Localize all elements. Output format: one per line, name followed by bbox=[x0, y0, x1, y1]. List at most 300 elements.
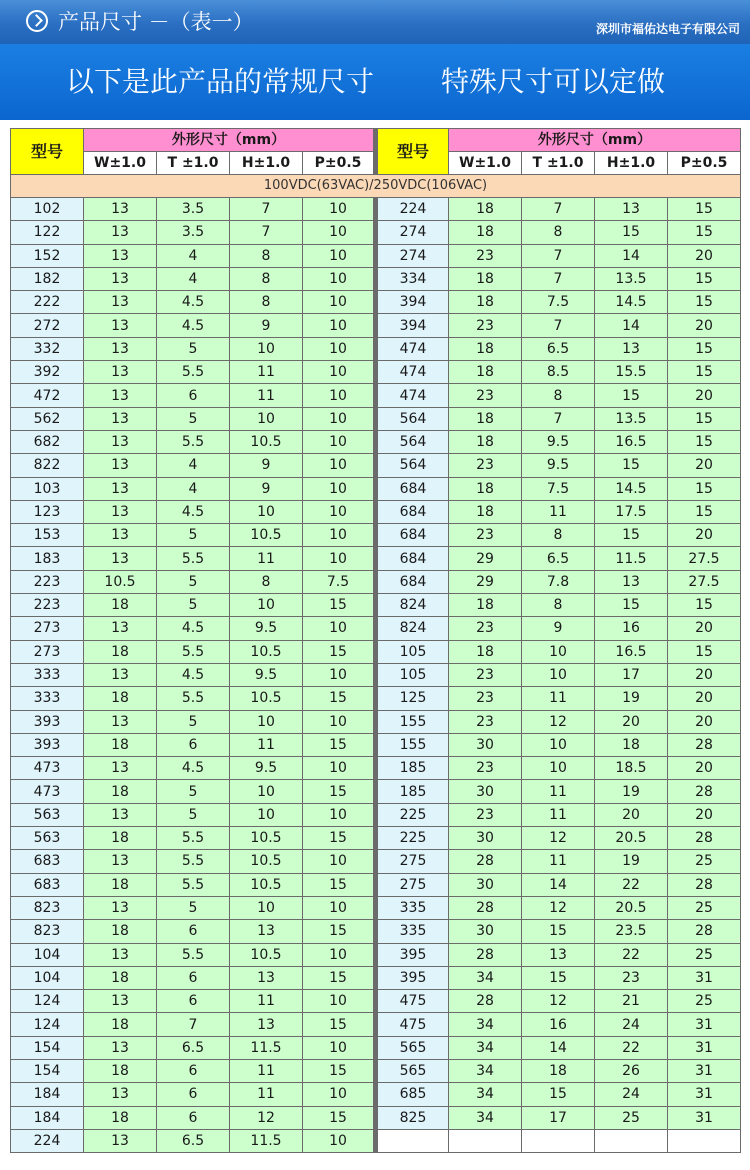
dimension-cell: 6.5 bbox=[157, 1129, 230, 1152]
table-row bbox=[11, 337, 741, 360]
dimension-cell: 10 bbox=[303, 757, 376, 780]
dimension-cell: 15 bbox=[303, 920, 376, 943]
dimension-cell: 13 bbox=[84, 710, 157, 733]
dimension-cell: 23 bbox=[449, 687, 522, 710]
table-row bbox=[11, 1059, 741, 1082]
dimension-cell: 30 bbox=[449, 780, 522, 803]
dimension-cell: 11 bbox=[522, 850, 595, 873]
dimension-cell: 5.5 bbox=[157, 361, 230, 384]
dimension-cell: 8 bbox=[230, 267, 303, 290]
dimension-cell: 10 bbox=[303, 547, 376, 570]
dimension-cell bbox=[449, 1129, 522, 1152]
dimension-cell: 15 bbox=[303, 1106, 376, 1129]
dimension-cell: 11 bbox=[230, 384, 303, 407]
dimension-cell: 4 bbox=[157, 477, 230, 500]
dimension-cell: 15 bbox=[668, 594, 741, 617]
model-cell: 823 bbox=[11, 920, 84, 943]
dimension-cell: 7 bbox=[522, 244, 595, 267]
dimension-cell: 13.5 bbox=[595, 407, 668, 430]
table-row bbox=[11, 407, 741, 430]
model-cell: 473 bbox=[11, 780, 84, 803]
dimension-cell: 10 bbox=[303, 337, 376, 360]
dimension-cell: 27.5 bbox=[668, 547, 741, 570]
dimension-cell: 20 bbox=[668, 757, 741, 780]
dimension-cell: 10 bbox=[230, 780, 303, 803]
dimension-cell: 10 bbox=[303, 454, 376, 477]
dimension-cell: 13 bbox=[84, 757, 157, 780]
dimension-cell: 11 bbox=[522, 780, 595, 803]
voltage-rating-row: 100VDC(63VAC)/250VDC(106VAC) bbox=[11, 175, 741, 198]
dimension-cell: 7.5 bbox=[522, 477, 595, 500]
model-cell: 123 bbox=[11, 500, 84, 523]
dimension-cell: 9.5 bbox=[522, 454, 595, 477]
model-cell: 125 bbox=[376, 687, 449, 710]
table-row bbox=[11, 990, 741, 1013]
dimension-cell: 15 bbox=[668, 640, 741, 663]
dimension-cell: 4.5 bbox=[157, 663, 230, 686]
dimension-cell: 5.5 bbox=[157, 430, 230, 453]
model-cell: 275 bbox=[376, 850, 449, 873]
dimension-cell: 13 bbox=[84, 291, 157, 314]
model-cell: 825 bbox=[376, 1106, 449, 1129]
model-cell: 332 bbox=[11, 337, 84, 360]
table-row bbox=[11, 500, 741, 523]
model-cell: 394 bbox=[376, 291, 449, 314]
dimension-cell: 24 bbox=[595, 1083, 668, 1106]
dimension-cell: 10 bbox=[303, 524, 376, 547]
model-cell: 274 bbox=[376, 244, 449, 267]
dimension-cell: 23 bbox=[449, 524, 522, 547]
dimension-cell: 5 bbox=[157, 407, 230, 430]
dimension-cell: 18 bbox=[449, 430, 522, 453]
column-header-p: P±0.5 bbox=[303, 152, 376, 175]
model-cell: 183 bbox=[11, 547, 84, 570]
dimension-cell: 18 bbox=[449, 477, 522, 500]
dimension-cell: 34 bbox=[449, 1059, 522, 1082]
dimension-cell: 12 bbox=[230, 1106, 303, 1129]
model-cell: 223 bbox=[11, 594, 84, 617]
dimension-cell: 23 bbox=[449, 384, 522, 407]
dimension-cell: 18 bbox=[449, 291, 522, 314]
dimension-cell: 19 bbox=[595, 780, 668, 803]
model-cell: 395 bbox=[376, 943, 449, 966]
dimension-cell: 13 bbox=[522, 943, 595, 966]
dimension-cell: 6 bbox=[157, 384, 230, 407]
column-header-t: T ±1.0 bbox=[157, 152, 230, 175]
dimension-cell: 8 bbox=[230, 244, 303, 267]
dimension-cell: 22 bbox=[595, 943, 668, 966]
dimension-cell: 11.5 bbox=[230, 1129, 303, 1152]
dimension-cell: 15 bbox=[668, 407, 741, 430]
model-cell: 684 bbox=[376, 500, 449, 523]
dimension-cell: 8 bbox=[522, 524, 595, 547]
dimension-cell: 13 bbox=[84, 850, 157, 873]
dimension-cell: 23.5 bbox=[595, 920, 668, 943]
dimension-cell: 10 bbox=[303, 430, 376, 453]
dimension-cell: 21 bbox=[595, 990, 668, 1013]
model-cell: 222 bbox=[11, 291, 84, 314]
dimension-cell: 13 bbox=[230, 1013, 303, 1036]
dimension-cell: 15 bbox=[303, 594, 376, 617]
dimension-cell: 13 bbox=[230, 920, 303, 943]
dimension-cell: 13 bbox=[84, 454, 157, 477]
dimension-cell: 18 bbox=[84, 873, 157, 896]
model-cell: 823 bbox=[11, 896, 84, 919]
dimension-cell: 15 bbox=[303, 1013, 376, 1036]
dimension-cell: 13 bbox=[595, 570, 668, 593]
dimension-cell: 20 bbox=[668, 524, 741, 547]
dimension-cell: 31 bbox=[668, 966, 741, 989]
dimension-cell: 28 bbox=[668, 920, 741, 943]
dimension-cell: 13 bbox=[595, 337, 668, 360]
dimension-cell: 13 bbox=[84, 617, 157, 640]
model-cell: 395 bbox=[376, 966, 449, 989]
dimension-cell: 5.5 bbox=[157, 827, 230, 850]
dimension-cell: 10 bbox=[303, 896, 376, 919]
model-cell: 124 bbox=[11, 1013, 84, 1036]
model-cell: 273 bbox=[11, 617, 84, 640]
model-cell: 822 bbox=[11, 454, 84, 477]
table-row bbox=[11, 198, 741, 221]
dimension-cell: 10 bbox=[303, 384, 376, 407]
dimension-cell: 23 bbox=[449, 617, 522, 640]
dimension-cell: 13 bbox=[595, 198, 668, 221]
model-cell: 475 bbox=[376, 1013, 449, 1036]
dimension-cell: 16 bbox=[522, 1013, 595, 1036]
dimension-cell: 9.5 bbox=[230, 663, 303, 686]
dimension-cell: 31 bbox=[668, 1036, 741, 1059]
model-cell: 563 bbox=[11, 827, 84, 850]
dimension-cell: 10 bbox=[303, 500, 376, 523]
dimension-cell: 10 bbox=[303, 1129, 376, 1152]
table-row bbox=[11, 1129, 741, 1152]
dimension-cell: 4 bbox=[157, 267, 230, 290]
dimension-cell: 5 bbox=[157, 524, 230, 547]
dimension-cell: 13.5 bbox=[595, 267, 668, 290]
dimension-cell: 25 bbox=[668, 990, 741, 1013]
dimension-cell: 5 bbox=[157, 896, 230, 919]
dimension-cell: 29 bbox=[449, 570, 522, 593]
dimension-cell: 34 bbox=[449, 1106, 522, 1129]
dimension-cell: 10 bbox=[303, 1036, 376, 1059]
dimension-cell: 23 bbox=[449, 710, 522, 733]
dimension-cell: 5 bbox=[157, 780, 230, 803]
dimension-cell: 3.5 bbox=[157, 198, 230, 221]
dimension-cell: 28 bbox=[449, 850, 522, 873]
model-cell: 154 bbox=[11, 1059, 84, 1082]
table-row bbox=[11, 780, 741, 803]
model-cell: 185 bbox=[376, 757, 449, 780]
dimension-cell: 11 bbox=[522, 803, 595, 826]
dimension-cell: 5.5 bbox=[157, 850, 230, 873]
dimension-cell: 15 bbox=[303, 1059, 376, 1082]
dimension-cell: 14 bbox=[522, 873, 595, 896]
dimension-cell: 10 bbox=[303, 291, 376, 314]
table-row bbox=[11, 617, 741, 640]
model-cell: 393 bbox=[11, 733, 84, 756]
model-cell: 155 bbox=[376, 710, 449, 733]
dimension-cell: 15 bbox=[668, 221, 741, 244]
dimension-cell: 13 bbox=[84, 407, 157, 430]
model-cell: 274 bbox=[376, 221, 449, 244]
model-cell: 185 bbox=[376, 780, 449, 803]
dimension-cell: 11.5 bbox=[595, 547, 668, 570]
dimension-cell: 18 bbox=[84, 827, 157, 850]
table-row bbox=[11, 827, 741, 850]
dimension-cell: 18 bbox=[449, 198, 522, 221]
dimension-cell: 34 bbox=[449, 1083, 522, 1106]
dimension-cell: 20 bbox=[668, 663, 741, 686]
dimension-cell: 6.5 bbox=[522, 547, 595, 570]
model-cell: 334 bbox=[376, 267, 449, 290]
page-title: 产品尺寸 －（表一） bbox=[58, 10, 254, 34]
banner-right-text: 特殊尺寸可以定做 bbox=[441, 65, 666, 98]
dimension-cell: 10 bbox=[303, 314, 376, 337]
dimension-cell: 20 bbox=[668, 314, 741, 337]
dimension-cell: 9 bbox=[522, 617, 595, 640]
dimension-cell: 15 bbox=[668, 291, 741, 314]
model-cell: 153 bbox=[11, 524, 84, 547]
model-cell: 124 bbox=[11, 990, 84, 1013]
dimension-cell: 28 bbox=[668, 780, 741, 803]
model-cell: 104 bbox=[11, 943, 84, 966]
table-row bbox=[11, 570, 741, 593]
dimension-cell: 15 bbox=[303, 780, 376, 803]
table-row bbox=[11, 803, 741, 826]
dimension-cell: 5 bbox=[157, 570, 230, 593]
model-cell: 155 bbox=[376, 733, 449, 756]
dimension-cell: 16 bbox=[595, 617, 668, 640]
dimension-cell: 30 bbox=[449, 873, 522, 896]
dimension-cell: 20 bbox=[668, 803, 741, 826]
dimension-cell: 7 bbox=[522, 407, 595, 430]
table-row bbox=[11, 873, 741, 896]
dimension-cell: 13 bbox=[84, 430, 157, 453]
dimension-cell: 18.5 bbox=[595, 757, 668, 780]
dimension-cell: 8 bbox=[522, 594, 595, 617]
table-row bbox=[11, 454, 741, 477]
dimension-cell: 10 bbox=[230, 407, 303, 430]
dimension-cell: 17 bbox=[522, 1106, 595, 1129]
dimension-cell: 18 bbox=[449, 640, 522, 663]
dimension-cell: 15 bbox=[303, 827, 376, 850]
dimension-cell: 6 bbox=[157, 966, 230, 989]
table-row bbox=[11, 244, 741, 267]
dimension-cell: 15.5 bbox=[595, 361, 668, 384]
dimension-cell: 20 bbox=[668, 384, 741, 407]
dimension-group-header: 外形尺寸（mm） bbox=[449, 129, 741, 152]
dimension-cell: 18 bbox=[449, 221, 522, 244]
dimension-cell: 10 bbox=[303, 710, 376, 733]
model-cell: 335 bbox=[376, 896, 449, 919]
model-cell: 105 bbox=[376, 663, 449, 686]
dimension-cell: 5 bbox=[157, 594, 230, 617]
dimension-cell: 10 bbox=[230, 803, 303, 826]
dimension-cell: 18 bbox=[84, 780, 157, 803]
model-cell: 564 bbox=[376, 407, 449, 430]
dimension-cell: 18 bbox=[449, 407, 522, 430]
dimension-cell: 18 bbox=[522, 1059, 595, 1082]
dimension-cell: 30 bbox=[449, 733, 522, 756]
dimension-cell: 30 bbox=[449, 920, 522, 943]
dimension-cell: 12 bbox=[522, 710, 595, 733]
dimension-cell: 20.5 bbox=[595, 896, 668, 919]
dimension-cell: 13 bbox=[84, 198, 157, 221]
dimension-cell: 11 bbox=[230, 733, 303, 756]
dimension-cell: 5 bbox=[157, 803, 230, 826]
model-cell: 565 bbox=[376, 1036, 449, 1059]
dimension-cell: 10 bbox=[303, 1083, 376, 1106]
dimension-cell: 10.5 bbox=[230, 943, 303, 966]
dimension-cell: 6 bbox=[157, 1083, 230, 1106]
dimension-cell: 4.5 bbox=[157, 314, 230, 337]
column-header-h: H±1.0 bbox=[595, 152, 668, 175]
model-cell: 275 bbox=[376, 873, 449, 896]
dimension-cell: 7 bbox=[230, 198, 303, 221]
model-cell: 333 bbox=[11, 687, 84, 710]
model-cell: 182 bbox=[11, 267, 84, 290]
dimension-cell: 18 bbox=[84, 1059, 157, 1082]
dimension-cell: 13 bbox=[84, 337, 157, 360]
dimension-cell: 12 bbox=[522, 896, 595, 919]
dimension-cell: 10.5 bbox=[230, 687, 303, 710]
dimension-cell: 13 bbox=[84, 803, 157, 826]
table-row bbox=[11, 477, 741, 500]
dimension-cell: 10 bbox=[230, 896, 303, 919]
dimension-cell: 10 bbox=[303, 803, 376, 826]
dimension-cell: 4 bbox=[157, 244, 230, 267]
dimension-cell: 7.5 bbox=[522, 291, 595, 314]
dimension-cell: 10 bbox=[303, 221, 376, 244]
dimension-table bbox=[10, 128, 741, 1153]
dimension-cell: 13 bbox=[84, 314, 157, 337]
dimension-cell: 10 bbox=[303, 617, 376, 640]
dimension-cell: 31 bbox=[668, 1059, 741, 1082]
model-cell: 393 bbox=[11, 710, 84, 733]
dimension-cell: 11 bbox=[230, 361, 303, 384]
dimension-cell: 18 bbox=[84, 920, 157, 943]
dimension-cell: 23 bbox=[449, 663, 522, 686]
dimension-cell: 28 bbox=[449, 990, 522, 1013]
table-row bbox=[11, 1013, 741, 1036]
dimension-cell: 9 bbox=[230, 454, 303, 477]
dimension-cell: 10 bbox=[303, 407, 376, 430]
dimension-cell: 10.5 bbox=[230, 524, 303, 547]
dimension-cell: 26 bbox=[595, 1059, 668, 1082]
dimension-cell: 9 bbox=[230, 314, 303, 337]
dimension-cell bbox=[595, 1129, 668, 1152]
dimension-cell: 15 bbox=[668, 477, 741, 500]
table-row bbox=[11, 757, 741, 780]
dimension-cell: 10 bbox=[303, 663, 376, 686]
dimension-cell: 22 bbox=[595, 1036, 668, 1059]
dimension-cell: 7 bbox=[522, 198, 595, 221]
table-row bbox=[11, 1083, 741, 1106]
dimension-cell: 13 bbox=[84, 943, 157, 966]
dimension-cell: 14 bbox=[595, 244, 668, 267]
model-cell: 225 bbox=[376, 803, 449, 826]
banner bbox=[0, 44, 750, 120]
dimension-cell: 13 bbox=[84, 524, 157, 547]
model-cell: 824 bbox=[376, 617, 449, 640]
dimension-cell: 19 bbox=[595, 850, 668, 873]
dimension-cell: 18 bbox=[449, 500, 522, 523]
dimension-cell: 16.5 bbox=[595, 640, 668, 663]
dimension-cell: 13 bbox=[84, 663, 157, 686]
table-row bbox=[11, 430, 741, 453]
dimension-cell: 28 bbox=[449, 943, 522, 966]
dimension-cell: 20 bbox=[668, 454, 741, 477]
dimension-cell: 18 bbox=[84, 687, 157, 710]
model-header: 型号 bbox=[376, 129, 449, 175]
dimension-cell: 13 bbox=[84, 1129, 157, 1152]
model-cell: 273 bbox=[11, 640, 84, 663]
dimension-cell: 25 bbox=[668, 943, 741, 966]
dimension-cell: 10 bbox=[303, 990, 376, 1013]
dimension-cell: 5.5 bbox=[157, 687, 230, 710]
dimension-cell: 11 bbox=[230, 1083, 303, 1106]
dimension-cell: 10 bbox=[230, 710, 303, 733]
dimension-cell: 15 bbox=[668, 430, 741, 453]
dimension-cell: 4.5 bbox=[157, 291, 230, 314]
table-row bbox=[11, 361, 741, 384]
dimension-cell: 30 bbox=[449, 827, 522, 850]
dimension-cell: 6 bbox=[157, 990, 230, 1013]
dimension-cell: 20 bbox=[595, 803, 668, 826]
model-cell: 683 bbox=[11, 850, 84, 873]
model-cell: 105 bbox=[376, 640, 449, 663]
dimension-cell: 13 bbox=[84, 990, 157, 1013]
dimension-cell: 14 bbox=[522, 1036, 595, 1059]
table-row bbox=[11, 1036, 741, 1059]
dimension-cell: 10 bbox=[230, 594, 303, 617]
banner-left-text: 以下是此产品的常规尺寸 bbox=[66, 65, 375, 98]
table-row bbox=[11, 1106, 741, 1129]
table-row bbox=[11, 710, 741, 733]
model-cell: 154 bbox=[11, 1036, 84, 1059]
table-row bbox=[11, 896, 741, 919]
model-cell: 562 bbox=[11, 407, 84, 430]
dimension-cell: 5.5 bbox=[157, 547, 230, 570]
dimension-cell: 10 bbox=[303, 850, 376, 873]
dimension-cell: 31 bbox=[668, 1106, 741, 1129]
table-row bbox=[11, 663, 741, 686]
dimension-cell: 18 bbox=[449, 267, 522, 290]
model-cell: 392 bbox=[11, 361, 84, 384]
dimension-cell: 13 bbox=[84, 547, 157, 570]
dimension-group-header: 外形尺寸（mm） bbox=[84, 129, 376, 152]
dimension-cell: 23 bbox=[449, 454, 522, 477]
dimension-cell: 11 bbox=[230, 990, 303, 1013]
dimension-cell: 9.5 bbox=[230, 757, 303, 780]
table-row bbox=[11, 314, 741, 337]
dimension-cell: 34 bbox=[449, 1036, 522, 1059]
model-cell: 335 bbox=[376, 920, 449, 943]
dimension-cell: 15 bbox=[595, 384, 668, 407]
dimension-cell: 22 bbox=[595, 873, 668, 896]
model-cell: 225 bbox=[376, 827, 449, 850]
dimension-cell: 10.5 bbox=[230, 827, 303, 850]
dimension-cell: 15 bbox=[522, 1083, 595, 1106]
model-header: 型号 bbox=[11, 129, 84, 175]
model-cell: 564 bbox=[376, 454, 449, 477]
dimension-cell: 18 bbox=[84, 966, 157, 989]
dimension-cell: 17 bbox=[595, 663, 668, 686]
model-cell: 104 bbox=[11, 966, 84, 989]
dimension-cell: 11 bbox=[522, 687, 595, 710]
dimension-cell: 29 bbox=[449, 547, 522, 570]
column-header-p: P±0.5 bbox=[668, 152, 741, 175]
